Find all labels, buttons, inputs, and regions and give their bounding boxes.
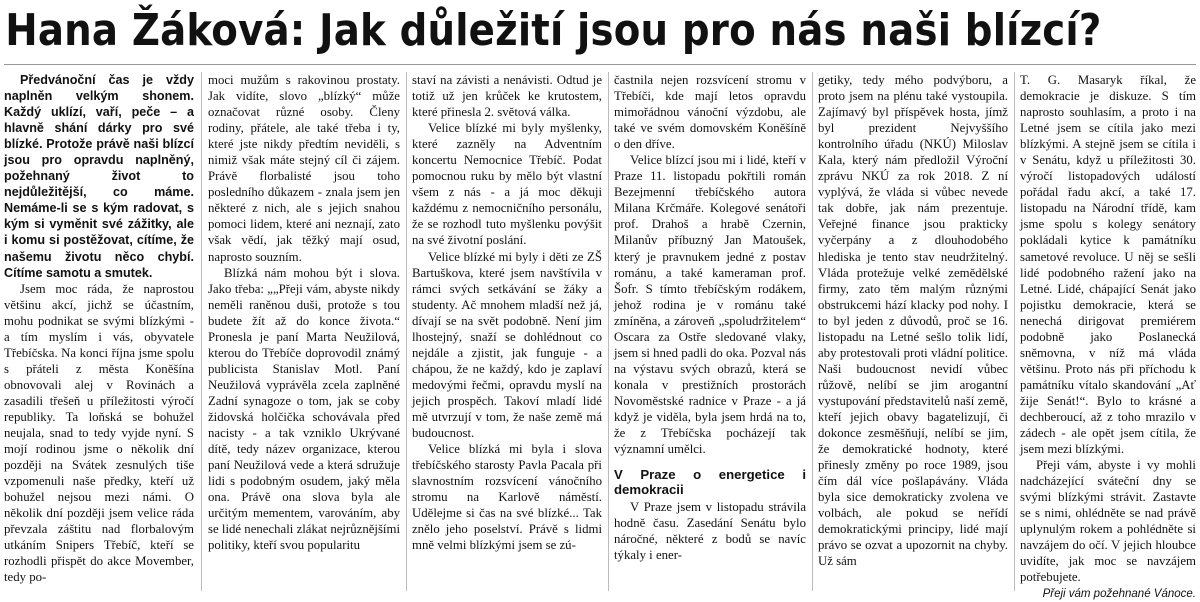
headline-rule (4, 64, 1196, 65)
column-divider (1014, 72, 1015, 591)
column-4 (614, 72, 806, 591)
paragraph: getiky, tedy mého podvýboru, a proto jsem na plénu také vystoupila. Zajímavý byl příspěvek hosta, jímž byl prezident Nejvyššího kontrolního úřadu (NKÚ) Miloslav Kala, který nám předložil Výroční zprávu NKÚ za rok 2018. Z ní vyplývá, že vláda si vůbec nevede tak dobře, jak nám prezentuje. Veřejné finance jsou prakticky vyčerpány a z dlouhodobého hlediska je tento stav neudržitelný. Vláda protežuje velké zemědělské firmy, zato těm malým různými obstrukcemi hází klacky pod nohy. I to byl jeden z důvodů, proč se 16. listopadu na Letné sešlo tolik lidí, aby protestovali proti vládní politice. Naši budoucnost nevidí vůbec růžově, nelíbí se jim arogantní vystupování představitelů naší země, kteří jejich obavy bagatelizují, či dokonce zesměšňují, nelíbí se jim, že demokratické hodnoty, které přinesly změny po roce 1989, jsou čím dál více pošlapávány. Vláda byla sice demokraticky zvolena ve volbách, ale pokud se neřídí demokratickými principy, lidé mají právo se ozvat a upozornit na chyby. Už sám (818, 73, 1008, 569)
paragraph: staví na závisti a nenávisti. Odtud je totiž už jen krůček ke krutostem, které přinesla 2. světová válka. (412, 73, 602, 120)
column-divider (812, 72, 813, 591)
column-divider (201, 72, 202, 591)
paragraph: V Praze jsem v listopadu strávila hodně času. Zasedání Senátu bylo náročné, některé z bodů se navíc týkaly i ener- (614, 500, 806, 563)
paragraph: Přeji vám, abyste i vy mohli nadcházející sváteční dny se svými blízkými strávit. Zastavte se s nimi, ohlédněte se nad právě uplynulým rokem a pohlédněte si navzájem do očí. V jejich hloubce uvidíte, jak moc se navzájem potřebujete. (1020, 458, 1196, 585)
column-3 (412, 72, 602, 591)
paragraph: T. G. Masaryk říkal, že demokracie je diskuze. S tím naprosto souhlasím, a proto i na Letné jsem se cítila jako mezi blízkými. A stejně jsem se cítila i v Senátu, když u příležitosti 30. výročí listopadových událostí pořádal řadu akcí, a také 17. listopadu na Národní třídě, kam jsme spolu s kolegy senátory pokládali kytice k památníku sametové revoluce. U něj se sešli lidé podobného ražení jako na Letné. Lidé, chápající Senát jako pojistku demokracie, která se nenechá dirigovat premiérem podobně jako Poslanecká sněmovna, v níž má vláda většinu. Proto nás při příchodu k památníku vítalo skandování „Ať žije Senát!“. Bylo to krásné a dechberoucí, až z toho mrazilo v zádech - ale opět jsem cítila, že jsem mezi blízkými. (1020, 73, 1196, 457)
column-1 (4, 72, 194, 591)
paragraph: Velice blízké mi byly myšlenky, které zazněly na Adventním koncertu Nemocnice Třebíč. Podat pomocnou ruku by mělo být vlastní všem z nás - a já moc děkuji každému z nemocničního personálu, že se rozhodl tuto myšlenku povýšit na své životní poslání. (412, 121, 602, 248)
column-divider (608, 72, 609, 591)
paragraph: Jsem moc ráda, že naprostou většinu akcí, jichž se účastním, mohu podnikat se svými blízkými - a tím myslím i vás, obyvatele Třebíčska. Na konci října jsme spolu s přáteli z města Koněšína obnovovali alej v Rovinách a zasadili třešeň u příležitosti výročí republiky. Ta loňská se bohužel neujala, snad to tedy vyjde nyní. S mojí rodinou jsme o několik dní později na Svátek zesnulých tiše vzpomenuli naše předky, kteří už bohužel nejsou mezi námi. O několik dní později jsem velice ráda převzala záštitu nad florbalovým utkáním Snipers Třebíč, kteří se rozhodli přispět do akce Movember, tedy po- (4, 281, 194, 585)
paragraph: Velice blízcí jsou mi i lidé, kteří v Praze 11. listopadu pokřtili román Bezejmenní třebíčského autora Milana Krčmáře. Kolegové senátoři prof. Drahoš a hrabě Czernin, Milanův příbuzný Jan Matoušek, který je pravnukem jedné z postav románu, a také kameraman prof. Šofr. S tímto třebíčským rodákem, jehož rodina je v románu také zmíněna, a zároveň „spoludržitelem“ Oscara za Ostře sledované vlaky, jsem si hned padli do oka. Pozval nás na výstavu svých obrazů, která se konala v prestižních prostorách Novoměstské radnice v Praze - a já když je viděla, byla jsem hrdá na to, že z Třebíčska pocházejí tak významní umělci. (614, 153, 806, 457)
paragraph: moci mužům s rakovinou prostaty. Jak vidíte, slovo „blízký“ může označovat různé osoby. Členy rodiny, přátele, ale také třeba i ty, které jste nikdy předtím neviděli, s nimiž však máte stejný cíl či zájem. Právě florbalisté jsou toho posledního důkazem - znala jsem jen některé z nich, ale s jejich snahou pomoci lidem, které ani neznají, zato však vědí, jak těžký mají osud, naprosto souzním. (208, 73, 400, 264)
article-headline: Hana Žáková: Jak důležití jsou pro nás naši blízcí? (5, 5, 1102, 56)
paragraph: Blízká nám mohou být i slova. Jako třeba: „„Přeji vám, abyste nikdy neměli raněnou duši, protože s tou budete žít až do konce života.“ Pronesla je paní Marta Neužilová, kterou do Třebíče doprovodil známý publicista Stanislav Motl. Paní Neužilová vyprávěla zcela zaplněné Zadní synagoze o tom, jak se coby židovská holčička schovávala před nacisty - a tak vzniklo Ukrývané dítě, tedy název organizace, kterou paní Neužilová vede a která sdružuje lidi s podobným osudem, jaký měla ona. Právě ona slova byla ale určitým mementem, varováním, aby se lidé nenechali zlákat nejrůznějšími politiky, kteří svou popularitu (208, 265, 400, 553)
column-6 (1020, 72, 1196, 600)
paragraph: častnila nejen rozsvícení stromu v Třebíči, kde mají letos opravdu mimořádnou vánoční výzdobu, ale také ve svém domovském Koněšíně o den dříve. (614, 73, 806, 152)
closing-signature: Přeji vám požehnané Vánoce. (1042, 587, 1196, 600)
paragraph: Velice blízká mi byla i slova třebíčského starosty Pavla Pacala při slavnostním rozsvícení vánočního stromu na Karlově náměstí. Udělejme si čas na své blízké... Tak znělo jeho poselství. Právě s lidmi mně velmi blízkými jsem se zú- (412, 442, 602, 553)
article-lead: Předvánoční čas je vždy naplněn velkým shonem. Každý uklízí, vaří, peče – a hlavně shání dárky pro své blízké. Protože právě naši blízcí jsou pro opravdu naplněný, požehnaný život to nejdůležitější, co máme. Nemáme-li se s kým radovat, s kým si vyměnit své zážitky, ale i komu si postěžovat, cítíme, že našemu životu něco chybí. Cítíme samotu a smutek. (4, 73, 194, 280)
subheading: V Praze o energetice i demokracii (614, 467, 806, 498)
article-body (4, 72, 1196, 600)
column-2 (208, 72, 400, 591)
column-divider (406, 72, 407, 591)
paragraph: Velice blízké mi byly i děti ze ZŠ Bartuškova, které jsem navštívila v rámci svých setkávání se žáky a studenty. Ač mnohem mladší než já, dívají se na svět podobně. Není jim lhostejný, snaží se dohlédnout co nejdále a zjistit, jak funguje - a chápou, že ne každý, kdo je zaplaví medovými řečmi, opravdu myslí na jejich prospěch. Takoví mladí lidé mě utvrzují v tom, že naše země má budoucnost. (412, 249, 602, 441)
column-5 (818, 72, 1008, 591)
